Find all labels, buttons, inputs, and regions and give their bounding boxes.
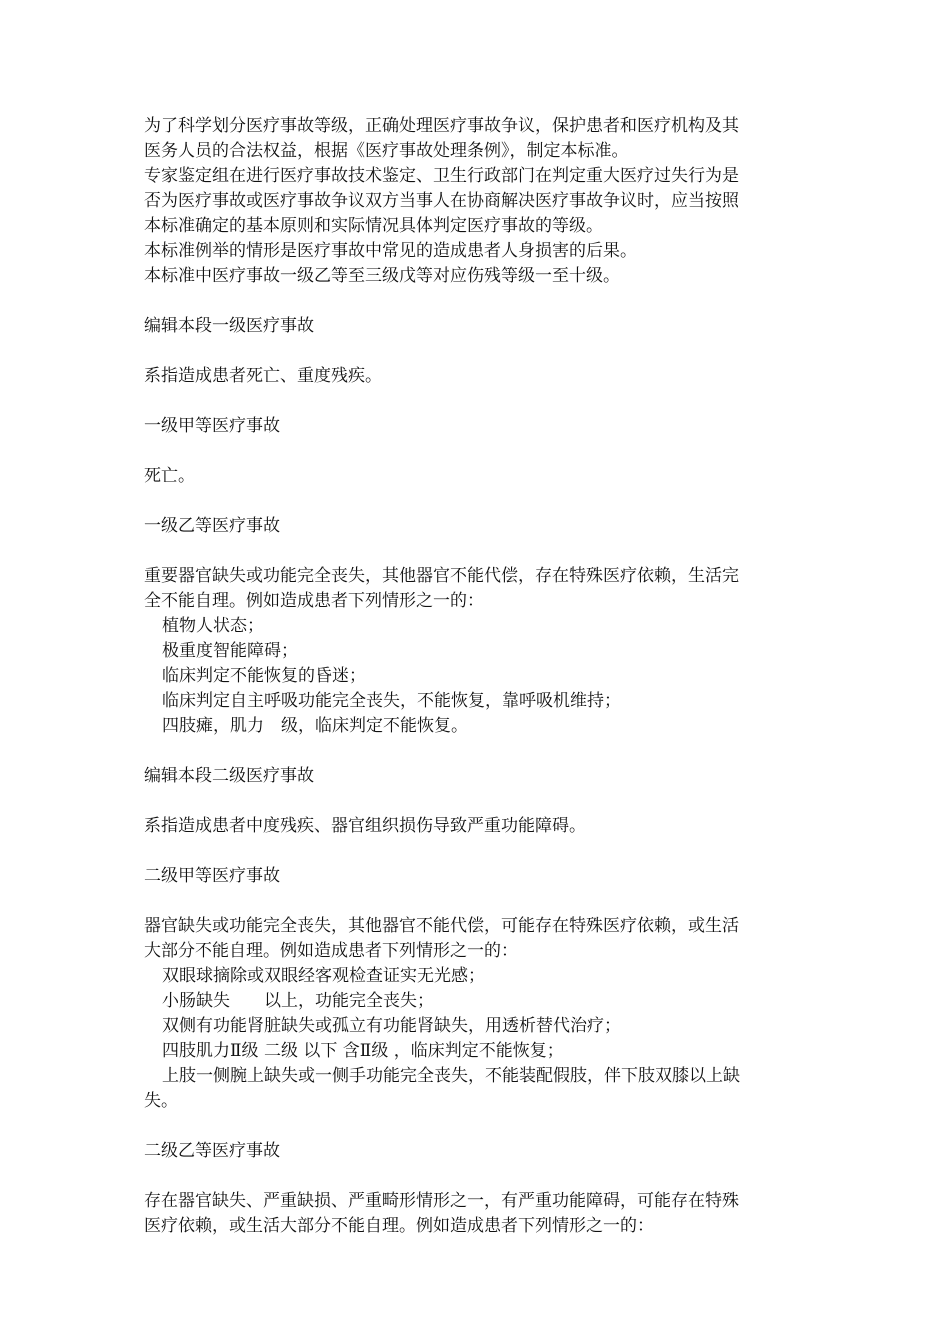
list-item: 临床判定不能恢复的昏迷； bbox=[162, 666, 366, 686]
list-item: 双眼球摘除或双眼经客观检查证实无光感； bbox=[162, 966, 485, 986]
list-item: 上肢一侧腕上缺失或一侧手功能完全丧失，不能装配假肢，伴下肢双膝以上缺 bbox=[162, 1066, 740, 1086]
intro-line: 本标准例举的情形是医疗事故中常见的造成患者人身损害的后果。 bbox=[144, 241, 637, 261]
subsection-intro-line: 存在器官缺失、严重缺损、严重畸形情形之一，有严重功能障碍，可能存在特殊 bbox=[144, 1191, 739, 1211]
list-item: 极重度智能障碍； bbox=[162, 641, 298, 661]
subsection-heading-2b: 二级乙等医疗事故 bbox=[144, 1141, 280, 1161]
subsection-intro-line: 医疗依赖，或生活大部分不能自理。例如造成患者下列情形之一的： bbox=[144, 1216, 654, 1236]
intro-line: 本标准确定的基本原则和实际情况具体判定医疗事故的等级。 bbox=[144, 216, 603, 236]
list-item: 双侧有功能肾脏缺失或孤立有功能肾缺失，用透析替代治疗； bbox=[162, 1016, 621, 1036]
intro-line: 本标准中医疗事故一级乙等至三级戊等对应伤残等级一至十级。 bbox=[144, 266, 620, 286]
subsection-text: 死亡。 bbox=[144, 466, 195, 486]
list-item: 临床判定自主呼吸功能完全丧失，不能恢复，靠呼吸机维持； bbox=[162, 691, 621, 711]
subsection-intro-line: 大部分不能自理。例如造成患者下列情形之一的： bbox=[144, 941, 518, 961]
intro-line: 医务人员的合法权益，根据《医疗事故处理条例》，制定本标准。 bbox=[144, 141, 629, 161]
section-description: 系指造成患者中度残疾、器官组织损伤导致严重功能障碍。 bbox=[144, 816, 586, 836]
subsection-intro-line: 重要器官缺失或功能完全丧失，其他器官不能代偿，存在特殊医疗依赖，生活完 bbox=[144, 566, 739, 586]
list-item: 四肢肌力Ⅱ级 二级 以下 含Ⅱ级 ，临床判定不能恢复； bbox=[162, 1041, 564, 1061]
subsection-intro-line: 器官缺失或功能完全丧失，其他器官不能代偿，可能存在特殊医疗依赖，或生活 bbox=[144, 916, 739, 936]
section-heading-level-1: 编辑本段一级医疗事故 bbox=[144, 316, 314, 336]
list-item: 小肠缺失 以上，功能完全丧失； bbox=[162, 991, 434, 1011]
intro-paragraph bbox=[144, 114, 814, 289]
section-heading-level-2: 编辑本段二级医疗事故 bbox=[144, 766, 314, 786]
list-item-continuation: 失。 bbox=[144, 1091, 178, 1111]
subsection-intro-line: 全不能自理。例如造成患者下列情形之一的： bbox=[144, 591, 484, 611]
intro-line: 否为医疗事故或医疗事故争议双方当事人在协商解决医疗事故争议时，应当按照 bbox=[144, 191, 739, 211]
section-description: 系指造成患者死亡、重度残疾。 bbox=[144, 366, 382, 386]
list-item: 四肢瘫，肌力 级，临床判定不能恢复。 bbox=[162, 716, 468, 736]
subsection-heading-2a: 二级甲等医疗事故 bbox=[144, 866, 280, 886]
intro-line: 为了科学划分医疗事故等级，正确处理医疗事故争议，保护患者和医疗机构及其 bbox=[144, 116, 739, 136]
subsection-heading-1b: 一级乙等医疗事故 bbox=[144, 516, 280, 536]
intro-line: 专家鉴定组在进行医疗事故技术鉴定、卫生行政部门在判定重大医疗过失行为是 bbox=[144, 166, 739, 186]
subsection-heading-1a: 一级甲等医疗事故 bbox=[144, 416, 280, 436]
document-page bbox=[144, 114, 814, 1239]
list-item: 植物人状态； bbox=[162, 616, 264, 636]
